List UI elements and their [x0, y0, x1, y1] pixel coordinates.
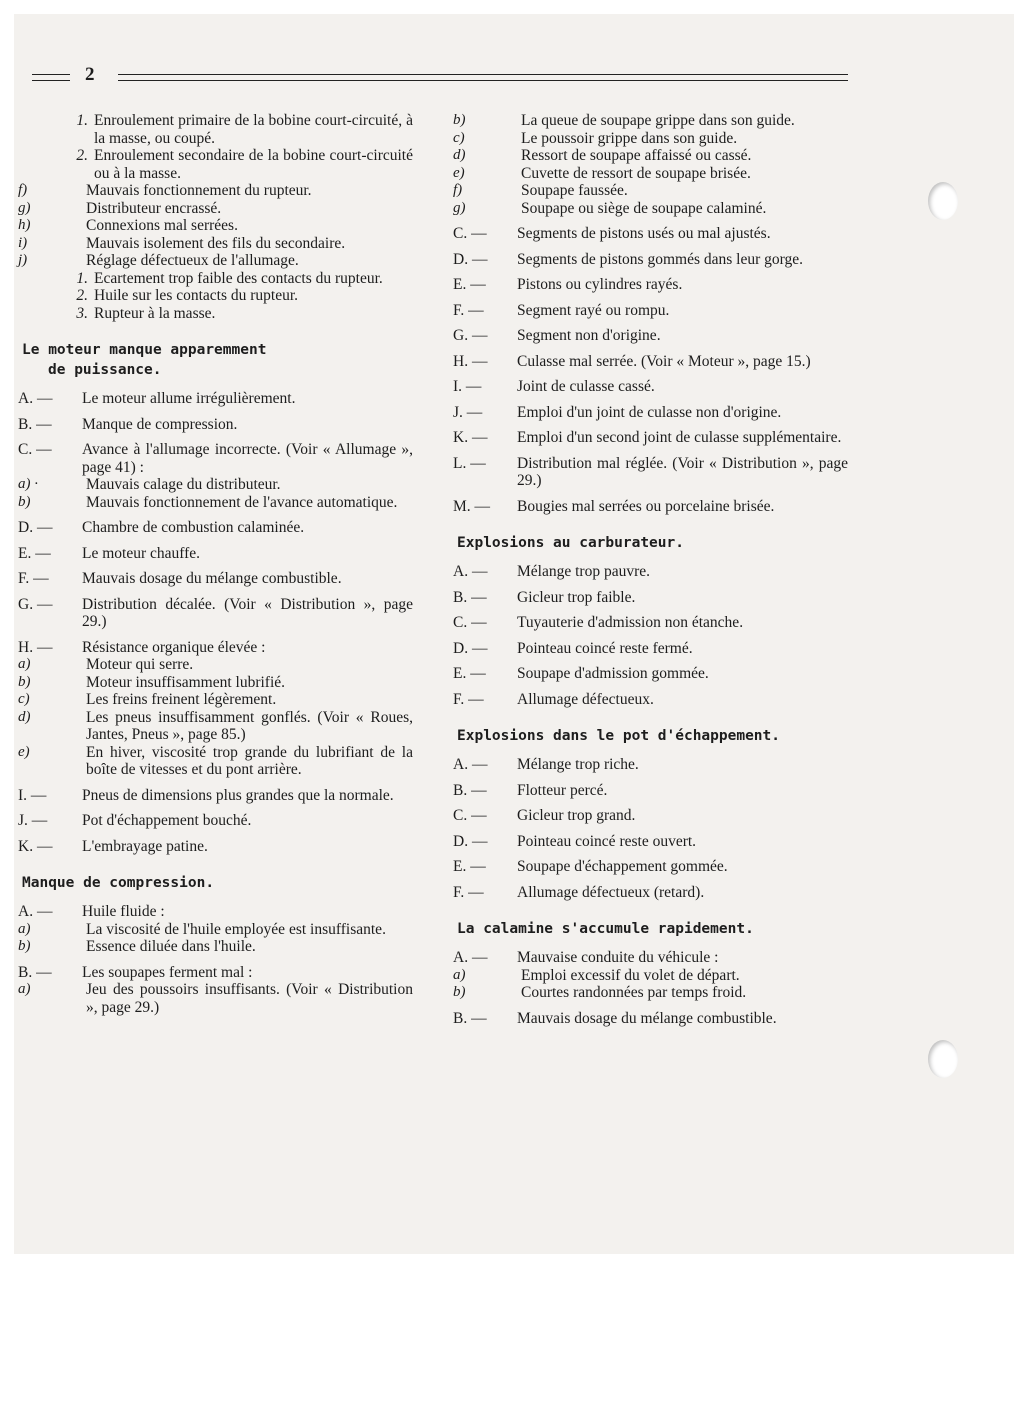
item-text: Mauvais dosage du mélange combustible.: [82, 570, 342, 587]
item-label: e): [18, 743, 30, 760]
item-label: B. —: [18, 963, 52, 981]
ignition-list: [18, 112, 413, 322]
item-text: Cuvette de ressort de soupape brisée.: [521, 164, 751, 182]
list-item: [453, 665, 848, 683]
item-label: c): [453, 129, 465, 146]
item-text: Distributeur encrassé.: [86, 199, 222, 217]
item-label: A. —: [453, 756, 488, 773]
item-label: I. —: [18, 786, 47, 804]
item-text: Courtes randonnées par temps froid.: [521, 984, 747, 1001]
item-text: Mélange trop pauvre.: [517, 563, 650, 580]
item-text: Soupape d'échappement gommée.: [517, 858, 728, 875]
section-heading-line2: de puissance.: [48, 362, 162, 378]
item-label: i): [18, 234, 28, 251]
item-text: Le moteur chauffe.: [82, 544, 201, 562]
item-label: D. —: [453, 832, 488, 850]
item-text: Bougies mal serrées ou porcelaine brisée.: [517, 497, 775, 515]
list-item: [18, 709, 413, 744]
item-text: Gicleur trop grand.: [517, 807, 636, 824]
item-text: Segments de pistons gommés dans leur gorge.: [517, 250, 804, 268]
list-item: [18, 287, 413, 305]
item-text: Enroulement secondaire de la bobine court-circuité ou à la masse.: [94, 147, 413, 182]
item-label: b): [18, 673, 31, 690]
list-item: [453, 614, 848, 632]
list-item: [18, 200, 413, 218]
item-text: Jeu des poussoirs insuffisants. (Voir « Distribution », page 29.): [86, 981, 413, 1016]
list-item: [18, 596, 413, 631]
item-text: L'embrayage patine.: [82, 837, 208, 855]
list-item: [18, 744, 413, 779]
list-item: [18, 416, 413, 434]
carburateur-list: [453, 563, 848, 708]
list-item: [453, 563, 848, 581]
binder-hole-bottom: [928, 1040, 958, 1078]
item-text: Résistance organique élevée :: [82, 638, 266, 656]
item-text: Les soupapes ferment mal :: [82, 963, 253, 981]
item-label: a) ·: [18, 476, 38, 492]
item-text: Avance à l'allumage incorrecte. (Voir « Allumage », page 41) :: [82, 441, 413, 476]
list-item: [453, 691, 848, 709]
item-label: 1.: [76, 269, 88, 287]
item-label: L. —: [453, 454, 486, 472]
list-item: [453, 1010, 848, 1028]
list-item: [453, 782, 848, 800]
item-text: Mauvais fonctionnement du rupteur.: [86, 182, 312, 199]
calamine-list: [453, 949, 848, 1027]
item-text: Mauvais dosage du mélange combustible.: [517, 1009, 777, 1027]
item-text: Emploi d'un joint de culasse non d'origine.: [517, 403, 782, 421]
item-label: B. —: [453, 588, 487, 606]
item-label: B. —: [453, 781, 487, 799]
list-item: [453, 984, 848, 1002]
list-item: [18, 390, 413, 408]
item-label: I. —: [453, 378, 482, 395]
list-item: [18, 519, 413, 537]
item-text: Segments de pistons usés ou mal ajustés.: [517, 225, 771, 242]
item-label: g): [453, 199, 466, 216]
item-label: j): [18, 252, 28, 268]
list-item: [453, 833, 848, 851]
item-label: F. —: [453, 690, 484, 708]
item-text: Le poussoir grippe dans son guide.: [521, 129, 738, 147]
item-label: F. —: [18, 570, 49, 587]
list-item: [453, 455, 848, 490]
list-item: [18, 570, 413, 588]
item-label: B. —: [18, 415, 52, 433]
item-text: Pot d'échappement bouché.: [82, 812, 252, 829]
item-label: E. —: [453, 276, 486, 293]
item-text: Les pneus insuffisamment gonflés. (Voir « Roues, Jantes, Pneus », page 85.): [86, 708, 413, 743]
item-text: Ecartement trop faible des contacts du rupteur.: [94, 269, 383, 287]
list-item: [453, 130, 848, 148]
item-label: 3.: [76, 304, 88, 322]
item-label: b): [453, 112, 466, 128]
item-text: Réglage défectueux de l'allumage.: [86, 252, 299, 269]
item-text: Ressort de soupape affaissé ou cassé.: [521, 147, 752, 164]
item-text: Moteur qui serre.: [86, 656, 194, 673]
item-label: g): [18, 199, 31, 216]
valves-list: [453, 112, 848, 515]
item-text: Huile fluide :: [82, 903, 165, 920]
list-item: [18, 545, 413, 563]
section-heading-puissance: [22, 340, 413, 380]
item-text: Flotteur percé.: [517, 781, 608, 799]
item-label: G. —: [18, 595, 53, 613]
item-label: D. —: [453, 639, 488, 657]
item-label: C. —: [453, 225, 487, 242]
header-rule-right: [118, 74, 848, 81]
list-item: [453, 429, 848, 447]
list-item: [18, 441, 413, 476]
item-label: J. —: [18, 812, 48, 829]
item-text: Pointeau coincé reste ouvert.: [517, 832, 697, 850]
left-column: [18, 112, 413, 1016]
item-label: d): [453, 147, 466, 163]
item-label: a): [453, 966, 466, 983]
item-text: Segment non d'origine.: [517, 327, 661, 344]
item-text: Soupape faussée.: [521, 182, 628, 199]
list-item: [453, 165, 848, 183]
item-label: c): [18, 691, 30, 707]
item-text: Joint de culasse cassé.: [517, 378, 655, 395]
item-label: 2.: [76, 287, 88, 304]
item-text: Culasse mal serrée. (Voir « Moteur », page 15.): [517, 352, 811, 370]
list-item: [18, 476, 413, 494]
item-label: b): [18, 938, 31, 954]
item-text: Emploi d'un second joint de culasse supplémentaire.: [517, 429, 842, 446]
item-text: Huile sur les contacts du rupteur.: [94, 287, 299, 304]
item-label: A. —: [453, 949, 488, 966]
section-heading-echappement: Explosions dans le pot d'échappement.: [457, 728, 781, 744]
list-item: [453, 225, 848, 243]
list-item: [453, 949, 848, 967]
list-item: [18, 787, 413, 805]
item-label: A. —: [18, 903, 53, 920]
list-item: [453, 353, 848, 371]
item-text: Essence diluée dans l'huile.: [86, 938, 256, 955]
list-item: [453, 251, 848, 269]
item-label: a): [18, 656, 31, 672]
item-text: Rupteur à la masse.: [94, 304, 216, 322]
list-item: [18, 938, 413, 956]
list-item: [18, 838, 413, 856]
list-item: [18, 964, 413, 982]
right-column: [453, 112, 848, 1027]
list-item: [18, 182, 413, 200]
item-label: 2.: [76, 147, 88, 164]
item-text: Mauvais fonctionnement de l'avance automatique.: [86, 493, 398, 511]
item-label: C. —: [453, 614, 487, 631]
item-text: Pointeau coincé reste fermé.: [517, 639, 693, 657]
item-text: Gicleur trop faible.: [517, 588, 636, 606]
list-item: [18, 235, 413, 253]
item-label: E. —: [18, 544, 51, 562]
list-item: [453, 498, 848, 516]
item-text: Moteur insuffisamment lubrifié.: [86, 673, 286, 691]
item-label: h): [18, 217, 31, 233]
item-label: K. —: [453, 429, 488, 446]
list-item: [453, 967, 848, 985]
item-label: e): [453, 164, 465, 181]
item-text: Soupape ou siège de soupape calaminé.: [521, 199, 767, 217]
list-item: [18, 639, 413, 657]
item-label: b): [18, 493, 31, 510]
item-label: a): [18, 920, 31, 937]
list-item: [18, 691, 413, 709]
section-heading-compression: Manque de compression.: [22, 875, 215, 891]
item-text: Pneus de dimensions plus grandes que la normale.: [82, 786, 394, 804]
item-label: D. —: [18, 519, 53, 536]
item-text: En hiver, viscosité trop grande du lubrifiant de la boîte de vitesses et du pont arrière.: [86, 743, 413, 778]
item-text: Connexions mal serrées.: [86, 217, 238, 234]
item-text: Allumage défectueux.: [517, 690, 654, 708]
item-label: f): [18, 182, 28, 198]
item-label: F. —: [453, 301, 484, 319]
header-rule-left: [32, 74, 70, 81]
list-item: [453, 858, 848, 876]
item-label: E. —: [453, 665, 486, 682]
section-heading-calamine: La calamine s'accumule rapidement.: [457, 921, 754, 937]
list-item: [453, 276, 848, 294]
item-label: J. —: [453, 403, 483, 421]
item-text: Mauvais calage du distributeur.: [86, 476, 281, 493]
item-label: a): [18, 981, 31, 997]
list-item: [453, 640, 848, 658]
list-item: [18, 656, 413, 674]
list-item: [18, 147, 413, 182]
item-label: C. —: [18, 441, 52, 458]
item-text: Allumage défectueux (retard).: [517, 883, 705, 901]
list-item: [453, 884, 848, 902]
item-label: b): [453, 984, 466, 1000]
list-item: [18, 812, 413, 830]
list-item: [18, 903, 413, 921]
item-text: Mauvaise conduite du véhicule :: [517, 949, 719, 966]
item-text: Manque de compression.: [82, 415, 238, 433]
list-item: [18, 305, 413, 323]
list-item: [453, 807, 848, 825]
item-text: La viscosité de l'huile employée est insuffisante.: [86, 920, 386, 938]
item-label: D. —: [453, 250, 488, 268]
item-label: f): [453, 182, 463, 198]
page-number: 2: [85, 64, 95, 85]
list-item: [18, 112, 413, 147]
binder-hole-top: [928, 182, 958, 220]
list-item: [453, 182, 848, 200]
list-item: [453, 200, 848, 218]
item-label: H. —: [18, 638, 53, 656]
item-text: Tuyauterie d'admission non étanche.: [517, 614, 744, 631]
item-label: H. —: [453, 352, 488, 370]
item-label: G. —: [453, 327, 488, 344]
item-label: M. —: [453, 497, 491, 515]
item-label: F. —: [453, 883, 484, 901]
item-text: Le moteur allume irrégulièrement.: [82, 390, 296, 407]
list-item: [453, 404, 848, 422]
item-text: Distribution décalée. (Voir « Distribution », page 29.): [82, 595, 413, 630]
item-text: Pistons ou cylindres rayés.: [517, 276, 683, 293]
item-label: 1.: [76, 112, 88, 129]
list-item: [453, 302, 848, 320]
item-label: B. —: [453, 1009, 487, 1027]
item-text: Enroulement primaire de la bobine court-circuité, à la masse, ou coupé.: [94, 112, 413, 147]
item-text: Distribution mal réglée. (Voir « Distribution », page 29.): [517, 454, 848, 489]
item-label: d): [18, 708, 31, 725]
list-item: [453, 589, 848, 607]
list-item: [18, 981, 413, 1016]
item-text: La queue de soupape grippe dans son guide.: [521, 112, 795, 129]
item-text: Les freins freinent légèrement.: [86, 691, 277, 708]
item-label: E. —: [453, 858, 486, 875]
puissance-list: [18, 390, 413, 855]
section-heading-carburateur: Explosions au carburateur.: [457, 535, 684, 551]
item-label: K. —: [18, 837, 53, 855]
item-text: Mauvais isolement des fils du secondaire.: [86, 234, 346, 252]
compression-list: [18, 903, 413, 1016]
item-text: Chambre de combustion calaminée.: [82, 519, 305, 536]
item-text: Emploi excessif du volet de départ.: [521, 966, 740, 984]
list-item: [453, 147, 848, 165]
list-item: [453, 112, 848, 130]
list-item: [18, 217, 413, 235]
list-item: [18, 252, 413, 270]
list-item: [453, 756, 848, 774]
item-label: A. —: [453, 563, 488, 580]
list-item: [18, 921, 413, 939]
item-label: C. —: [453, 807, 487, 824]
list-item: [453, 378, 848, 396]
list-item: [18, 494, 413, 512]
item-text: Soupape d'admission gommée.: [517, 665, 709, 682]
item-text: Segment rayé ou rompu.: [517, 301, 670, 319]
section-heading-line1: Le moteur manque apparemment: [22, 342, 267, 358]
list-item: [18, 674, 413, 692]
item-label: A. —: [18, 390, 53, 407]
list-item: [18, 270, 413, 288]
list-item: [453, 327, 848, 345]
echappement-list: [453, 756, 848, 901]
item-text: Mélange trop riche.: [517, 756, 639, 773]
